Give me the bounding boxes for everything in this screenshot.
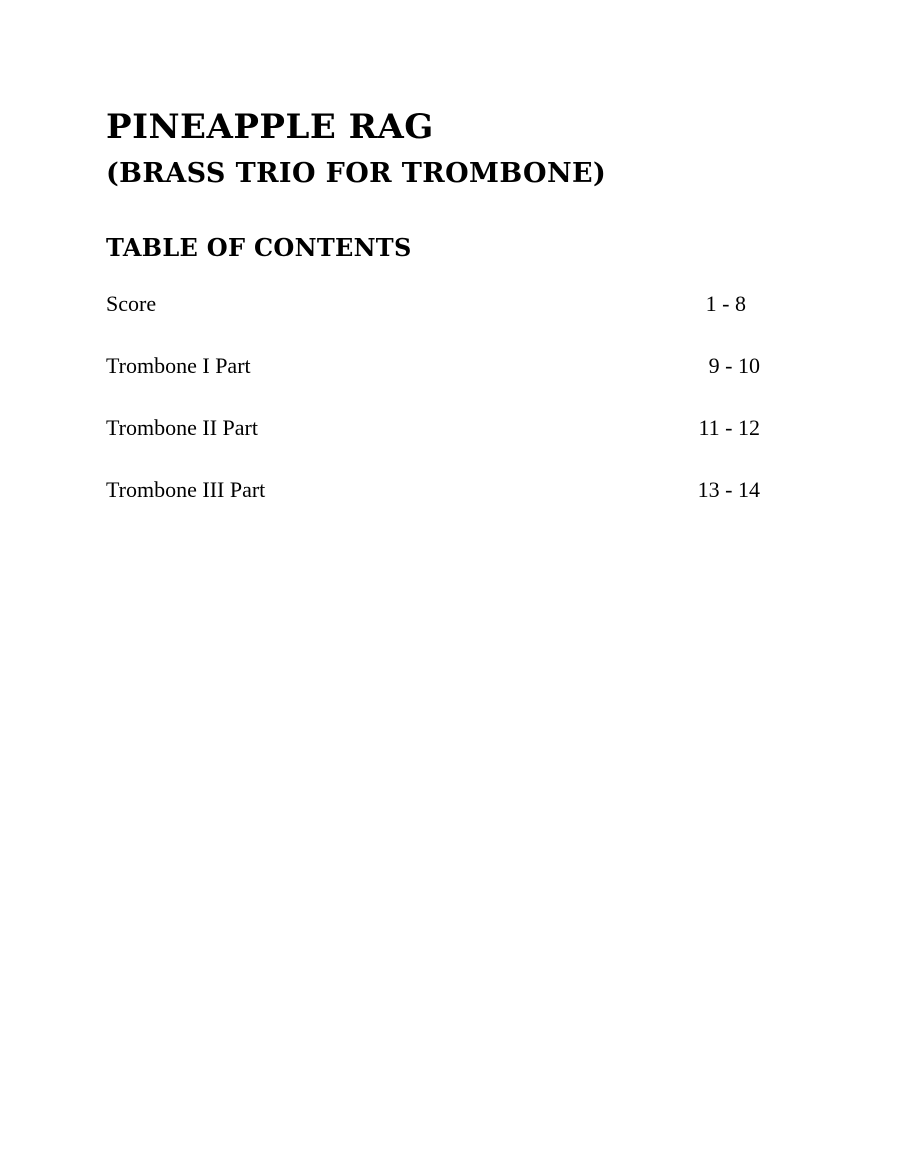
toc-entry-label: Trombone II Part — [106, 415, 258, 440]
toc-entry-pages: 9 - 10 — [708, 353, 760, 378]
toc-entry-score — [106, 291, 760, 353]
document-title: PINEAPPLE RAG — [106, 107, 434, 147]
document-subtitle: (BRASS TRIO FOR TROMBONE) — [106, 158, 607, 189]
table-of-contents — [106, 291, 760, 539]
toc-heading: TABLE OF CONTENTS — [106, 233, 412, 262]
toc-entry-pages: 11 - 12 — [698, 415, 760, 440]
toc-entry-label: Score — [106, 291, 157, 316]
toc-entry-trombone-3 — [106, 477, 760, 539]
toc-entry-pages: 1 - 8 — [705, 291, 746, 316]
toc-entry-trombone-2 — [106, 415, 760, 477]
toc-entry-label: Trombone I Part — [106, 353, 251, 378]
toc-entry-pages: 13 - 14 — [697, 477, 760, 502]
toc-entry-trombone-1 — [106, 353, 760, 415]
toc-entry-label: Trombone III Part — [106, 477, 266, 502]
